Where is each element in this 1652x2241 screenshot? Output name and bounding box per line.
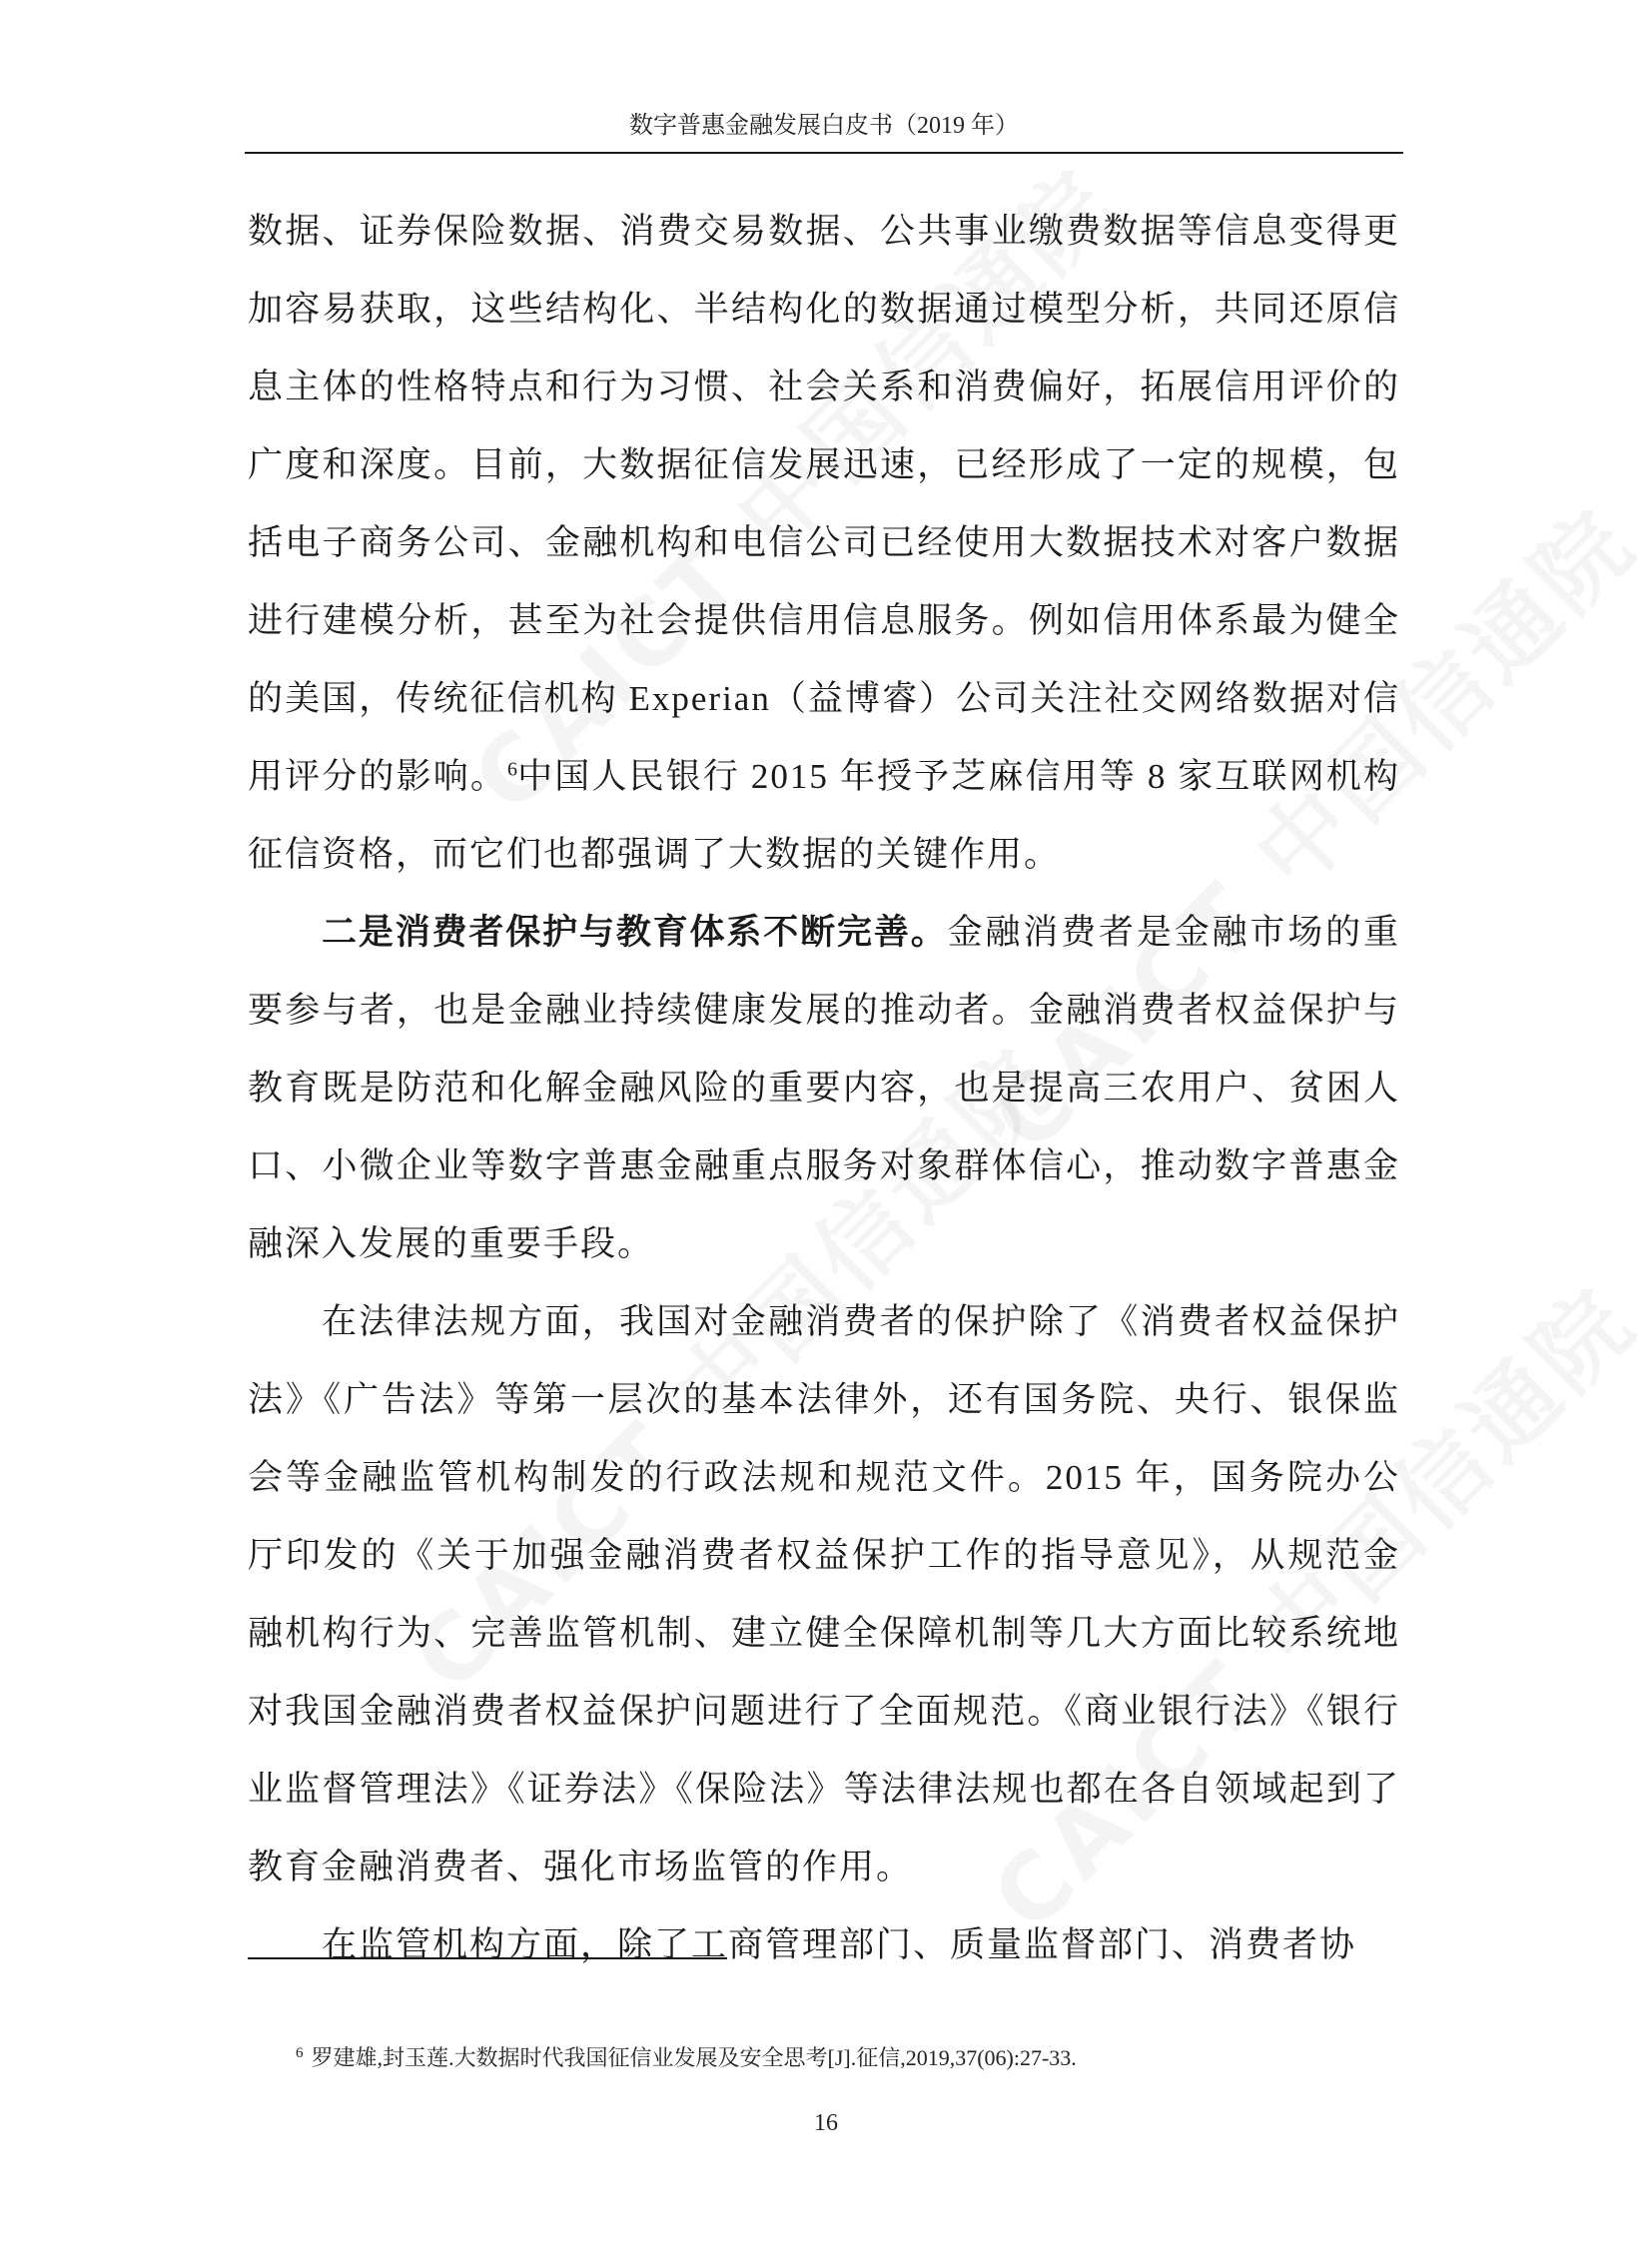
footnote-rule <box>248 1957 727 1959</box>
paragraph-4: 在监管机构方面，除了工商管理部门、质量监督部门、消费者协 <box>322 1925 1357 1964</box>
paragraph-2 <box>248 894 1400 1283</box>
running-header: 数字普惠金融发展白皮书（2019 年） <box>629 113 1019 139</box>
paragraph-1-text: 数据、证券保险数据、消费交易数据、公共事业缴费数据等信息变得更加容易获取，这些结构化、半结构化的数据通过模型分析，共同还原信息主体的性格特点和行为习惯、社会关系和消费偏好，拓展信用评价的广度和深度。目前，大数据征信发展迅速，已经形成了一定的规模，包括电子商务公司、金融机构和电信公司已经使用大数据技术对客户数据进行建模分析，甚至为社会提供信用信息服务。例如信用体系最为健全的美国，传统征信机构 Experian（益博睿）公司关注社交网络数据对信用评分的影响。 <box>248 212 1400 796</box>
paragraph-2-lead: 二是消费者保护与教育体系不断完善。 <box>322 913 948 953</box>
footnote-reference: 6 <box>507 758 518 781</box>
paragraph-3: 在法律法规方面，我国对金融消费者的保护除了《消费者权益保护法》《广告法》等第一层次的基本法律外，还有国务院、央行、银保监会等金融监管机构制发的行政法规和规范文件。2015 年，国务院办公厅印发的《关于加强金融消费者权益保护工作的指导意见》，从规范金融机构行为、完善监管机制、建立健全保障机制等几大方面比较系统地对我国金融消费者权益保护问题进行了全面规范。《商业银行法》《银行业监督管理法》《证券法》《保险法》等法律法规也都在各自领域起到了教育金融消费者、强化市场监管的作用。 <box>248 1302 1400 1886</box>
paragraph-2-text: 金融消费者是金融市场的重要参与者，也是金融业持续健康发展的推动者。金融消费者权益保护与教育既是防范和化解金融风险的重要内容，也是提高三农用户、贫困人口、小微企业等数字普惠金融重点服务对象群体信心，推动数字普惠金融深入发展的重要手段。 <box>248 913 1400 1263</box>
page-number: 16 <box>814 2110 838 2136</box>
paragraph-1 <box>248 193 1400 894</box>
footnote-mark: 6 <box>296 2044 304 2061</box>
body-text <box>248 193 1400 1984</box>
footnote-text: 罗建雄,封玉莲.大数据时代我国征信业发展及安全思考[J].征信,2019,37(06):27-33. <box>311 2045 1077 2070</box>
footnote <box>296 2043 1394 2073</box>
paragraph-1-tail: 中国人民银行 2015 年授予芝麻信用等 8 家互联网机构征信资格，而它们也都强调了大数据的关键作用。 <box>248 757 1400 874</box>
header-rule <box>245 152 1403 154</box>
